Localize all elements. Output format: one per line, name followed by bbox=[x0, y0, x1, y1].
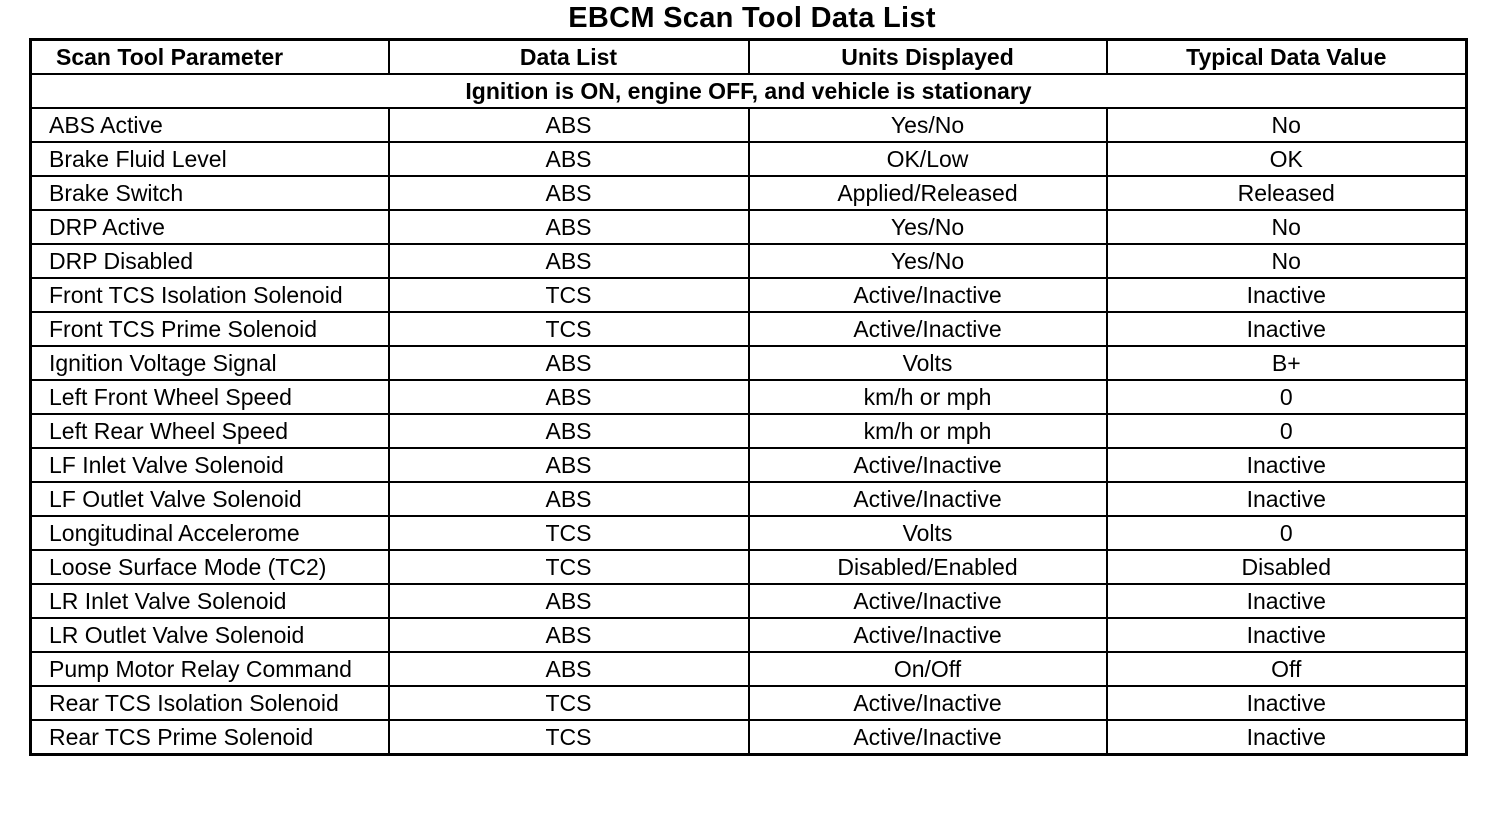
cell-parameter: Ignition Voltage Signal bbox=[31, 346, 389, 380]
column-header-data-list: Data List bbox=[389, 40, 749, 75]
table-row bbox=[31, 414, 1467, 448]
cell-parameter: Pump Motor Relay Command bbox=[31, 652, 389, 686]
cell-typical-value: Off bbox=[1107, 652, 1467, 686]
cell-units: Active/Inactive bbox=[749, 686, 1107, 720]
cell-data-list: TCS bbox=[389, 720, 749, 755]
cell-units: Active/Inactive bbox=[749, 278, 1107, 312]
cell-typical-value: Inactive bbox=[1107, 686, 1467, 720]
cell-typical-value: No bbox=[1107, 244, 1467, 278]
cell-parameter: LR Inlet Valve Solenoid bbox=[31, 584, 389, 618]
cell-typical-value: 0 bbox=[1107, 414, 1467, 448]
cell-parameter: LF Outlet Valve Solenoid bbox=[31, 482, 389, 516]
cell-parameter: Brake Switch bbox=[31, 176, 389, 210]
cell-parameter: LF Inlet Valve Solenoid bbox=[31, 448, 389, 482]
table-row bbox=[31, 108, 1467, 142]
cell-data-list: TCS bbox=[389, 686, 749, 720]
cell-units: km/h or mph bbox=[749, 414, 1107, 448]
cell-data-list: ABS bbox=[389, 176, 749, 210]
cell-data-list: ABS bbox=[389, 346, 749, 380]
table-row bbox=[31, 516, 1467, 550]
cell-typical-value: Inactive bbox=[1107, 482, 1467, 516]
cell-data-list: TCS bbox=[389, 278, 749, 312]
table-row bbox=[31, 346, 1467, 380]
cell-data-list: ABS bbox=[389, 210, 749, 244]
table-row bbox=[31, 210, 1467, 244]
cell-units: Volts bbox=[749, 346, 1107, 380]
cell-typical-value: 0 bbox=[1107, 516, 1467, 550]
cell-data-list: ABS bbox=[389, 584, 749, 618]
cell-units: Yes/No bbox=[749, 210, 1107, 244]
cell-typical-value: Disabled bbox=[1107, 550, 1467, 584]
table-header bbox=[31, 40, 1467, 75]
cell-typical-value: Inactive bbox=[1107, 720, 1467, 755]
table-row bbox=[31, 278, 1467, 312]
cell-units: Active/Inactive bbox=[749, 448, 1107, 482]
cell-parameter: Front TCS Prime Solenoid bbox=[31, 312, 389, 346]
cell-data-list: ABS bbox=[389, 414, 749, 448]
column-header-parameter: Scan Tool Parameter bbox=[31, 40, 389, 75]
table-row bbox=[31, 312, 1467, 346]
cell-typical-value: No bbox=[1107, 108, 1467, 142]
cell-units: Active/Inactive bbox=[749, 618, 1107, 652]
cell-parameter: Left Front Wheel Speed bbox=[31, 380, 389, 414]
cell-units: Active/Inactive bbox=[749, 482, 1107, 516]
cell-units: On/Off bbox=[749, 652, 1107, 686]
cell-parameter: Front TCS Isolation Solenoid bbox=[31, 278, 389, 312]
cell-data-list: TCS bbox=[389, 312, 749, 346]
cell-parameter: LR Outlet Valve Solenoid bbox=[31, 618, 389, 652]
page-title: EBCM Scan Tool Data List bbox=[568, 2, 936, 34]
cell-data-list: ABS bbox=[389, 618, 749, 652]
cell-parameter: Brake Fluid Level bbox=[31, 142, 389, 176]
section-heading: Ignition is ON, engine OFF, and vehicle is stationary bbox=[31, 74, 1467, 108]
cell-typical-value: B+ bbox=[1107, 346, 1467, 380]
cell-units: Volts bbox=[749, 516, 1107, 550]
cell-units: Yes/No bbox=[749, 108, 1107, 142]
cell-data-list: TCS bbox=[389, 550, 749, 584]
cell-data-list: ABS bbox=[389, 652, 749, 686]
table-row bbox=[31, 244, 1467, 278]
cell-data-list: ABS bbox=[389, 448, 749, 482]
cell-units: Active/Inactive bbox=[749, 312, 1107, 346]
cell-parameter: Loose Surface Mode (TC2) bbox=[31, 550, 389, 584]
cell-data-list: ABS bbox=[389, 482, 749, 516]
cell-typical-value: Released bbox=[1107, 176, 1467, 210]
cell-parameter: Rear TCS Prime Solenoid bbox=[31, 720, 389, 755]
table-body bbox=[31, 74, 1467, 755]
cell-typical-value: Inactive bbox=[1107, 618, 1467, 652]
column-header-typical-value: Typical Data Value bbox=[1107, 40, 1467, 75]
cell-typical-value: Inactive bbox=[1107, 312, 1467, 346]
cell-data-list: ABS bbox=[389, 142, 749, 176]
cell-typical-value: OK bbox=[1107, 142, 1467, 176]
column-header-units: Units Displayed bbox=[749, 40, 1107, 75]
scan-tool-data-table bbox=[29, 38, 1468, 756]
table-row bbox=[31, 176, 1467, 210]
header-row bbox=[31, 40, 1467, 75]
table-row bbox=[31, 686, 1467, 720]
cell-data-list: ABS bbox=[389, 380, 749, 414]
cell-parameter: DRP Disabled bbox=[31, 244, 389, 278]
cell-units: km/h or mph bbox=[749, 380, 1107, 414]
cell-parameter: Left Rear Wheel Speed bbox=[31, 414, 389, 448]
cell-units: Yes/No bbox=[749, 244, 1107, 278]
table-row bbox=[31, 652, 1467, 686]
cell-data-list: ABS bbox=[389, 108, 749, 142]
table-row bbox=[31, 448, 1467, 482]
table-row bbox=[31, 618, 1467, 652]
cell-parameter: DRP Active bbox=[31, 210, 389, 244]
cell-parameter: Longitudinal Accelerome bbox=[31, 516, 389, 550]
cell-typical-value: Inactive bbox=[1107, 448, 1467, 482]
table-row bbox=[31, 550, 1467, 584]
table-row bbox=[31, 584, 1467, 618]
cell-typical-value: Inactive bbox=[1107, 278, 1467, 312]
cell-units: Active/Inactive bbox=[749, 720, 1107, 755]
table-row bbox=[31, 380, 1467, 414]
table-row bbox=[31, 720, 1467, 755]
cell-units: OK/Low bbox=[749, 142, 1107, 176]
cell-data-list: TCS bbox=[389, 516, 749, 550]
table-row bbox=[31, 482, 1467, 516]
table-row bbox=[31, 142, 1467, 176]
section-row bbox=[31, 74, 1467, 108]
cell-units: Disabled/Enabled bbox=[749, 550, 1107, 584]
cell-typical-value: 0 bbox=[1107, 380, 1467, 414]
cell-typical-value: Inactive bbox=[1107, 584, 1467, 618]
cell-units: Active/Inactive bbox=[749, 584, 1107, 618]
cell-typical-value: No bbox=[1107, 210, 1467, 244]
cell-data-list: ABS bbox=[389, 244, 749, 278]
cell-parameter: ABS Active bbox=[31, 108, 389, 142]
cell-units: Applied/Released bbox=[749, 176, 1107, 210]
cell-parameter: Rear TCS Isolation Solenoid bbox=[31, 686, 389, 720]
